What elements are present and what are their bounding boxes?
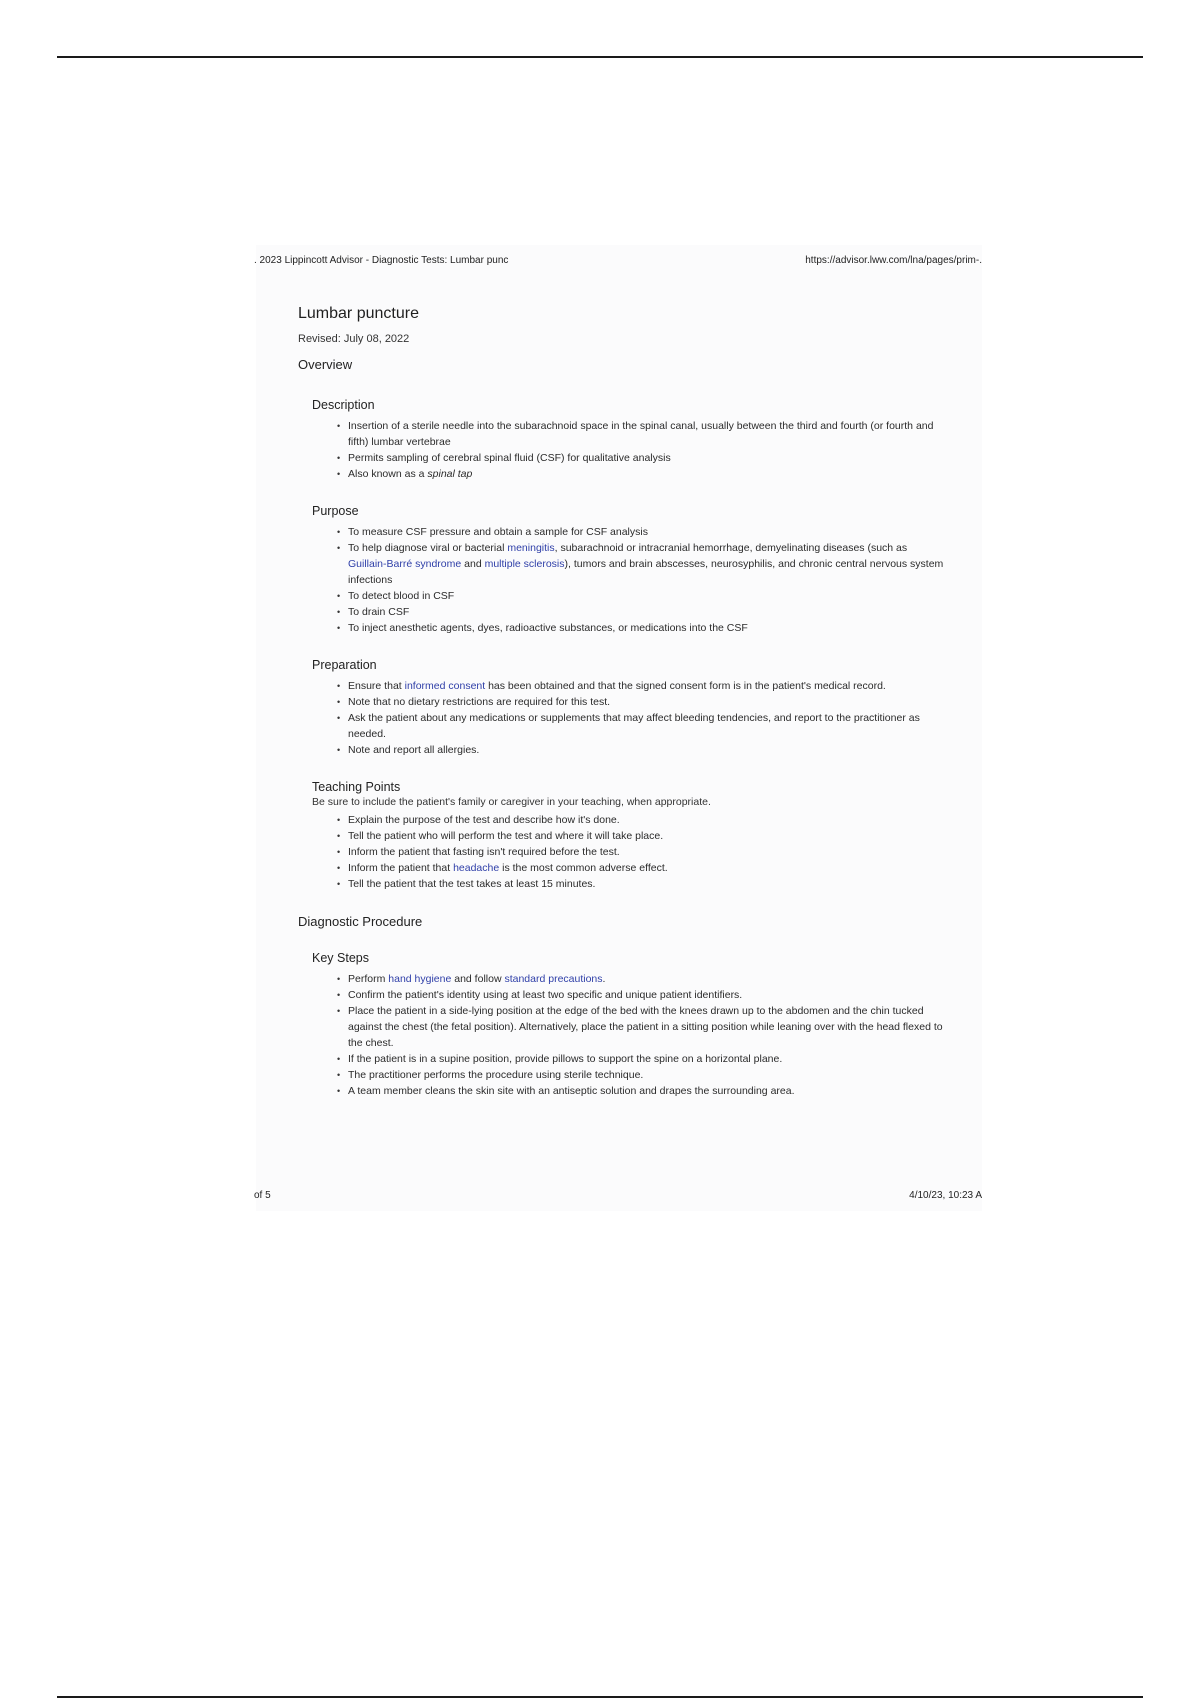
list-item	[348, 540, 948, 588]
list-item: • Place the patient in a side-lying position at the edge of the bed with the knees drawn up to the abdomen and the chin tucked against the chest (the fetal position). Alternatively, place the patient in a sitting position while leaning over with the head flexed to the chest.	[348, 1003, 948, 1051]
list-item-text: has been obtained and that the signed consent form is in the patient's medical record.	[485, 680, 886, 692]
key-steps-list	[348, 971, 948, 1099]
list-item	[348, 860, 948, 876]
document-body	[298, 305, 948, 1121]
list-item: • To detect blood in CSF	[348, 588, 948, 604]
purpose-heading: Purpose	[312, 504, 359, 518]
list-item: • Tell the patient who will perform the test and where it will take place.	[348, 828, 948, 844]
description-heading: Description	[312, 398, 375, 412]
meningitis-link[interactable]: meningitis	[507, 542, 555, 554]
key-steps-section	[298, 951, 948, 1099]
key-steps-heading: Key Steps	[312, 951, 369, 965]
print-timestamp: 4/10/23, 10:23 A	[909, 1190, 982, 1201]
diagnostic-procedure-heading: Diagnostic Procedure	[298, 914, 423, 929]
print-header-title: . 2023 Lippincott Advisor - Diagnostic Tests: Lumbar punc	[254, 255, 509, 266]
list-item: • To drain CSF	[348, 604, 948, 620]
list-item	[348, 971, 948, 987]
list-item-text: Also known as a	[348, 468, 428, 480]
list-item-text: Perform	[348, 973, 389, 985]
teaching-list	[348, 812, 948, 892]
list-item: • Confirm the patient's identity using at least two specific and unique patient identifiers.	[348, 987, 948, 1003]
list-item	[348, 678, 948, 694]
list-item-text: , subarachnoid or intracranial hemorrhage, demyelinating diseases (such as	[554, 542, 908, 554]
headache-link[interactable]: headache	[453, 862, 500, 874]
teaching-intro: Be sure to include the patient's family or caregiver in your teaching, when appropriate.	[312, 796, 711, 808]
standard-precautions-link[interactable]: standard precautions	[504, 973, 603, 985]
guillain-barre-link[interactable]: Guillain-Barré syndrome	[348, 558, 462, 570]
overview-heading: Overview	[298, 357, 353, 372]
list-item: • Ask the patient about any medications or supplements that may affect bleeding tendencies, and report to the practitioner as needed.	[348, 710, 948, 742]
description-list	[348, 418, 948, 482]
page-title: Lumbar puncture	[298, 305, 419, 322]
list-item: • To inject anesthetic agents, dyes, radioactive substances, or medications into the CSF	[348, 620, 948, 636]
list-item: • Permits sampling of cerebral spinal fluid (CSF) for qualitative analysis	[348, 450, 948, 466]
list-item-text: is the most common adverse effect.	[499, 862, 668, 874]
list-item: • A team member cleans the skin site with an antiseptic solution and drapes the surrounding area.	[348, 1083, 948, 1099]
list-item-text: Ensure that	[348, 680, 405, 692]
list-item-text: and	[461, 558, 485, 570]
bottom-rule	[57, 1696, 1143, 1698]
teaching-heading: Teaching Points	[312, 780, 401, 794]
print-header-url[interactable]: https://advisor.lww.com/lna/pages/prim-.	[805, 255, 982, 266]
revised-date: Revised: July 08, 2022	[298, 333, 410, 345]
list-item	[348, 466, 948, 482]
informed-consent-link[interactable]: informed consent	[404, 680, 486, 692]
list-item-text: and follow	[451, 973, 505, 985]
list-item: • The practitioner performs the procedure using sterile technique.	[348, 1067, 948, 1083]
list-item: • To measure CSF pressure and obtain a sample for CSF analysis	[348, 524, 948, 540]
preparation-heading: Preparation	[312, 658, 377, 672]
teaching-section	[298, 780, 948, 892]
page-count: of 5	[254, 1190, 271, 1201]
list-item-text: ), tumors and brain abscesses, neurosyphilis, and chronic central nervous system infections	[348, 558, 944, 586]
preparation-list	[348, 678, 948, 758]
hand-hygiene-link[interactable]: hand hygiene	[388, 973, 452, 985]
list-item-text: To help diagnose viral or bacterial	[348, 542, 508, 554]
printed-page	[256, 245, 982, 1211]
list-item: • Explain the purpose of the test and describe how it's done.	[348, 812, 948, 828]
list-item-text: .	[602, 973, 606, 985]
list-item-text: Inform the patient that	[348, 862, 454, 874]
list-item-emphasis: spinal tap	[427, 468, 473, 480]
preparation-section	[298, 658, 948, 758]
purpose-section	[298, 504, 948, 636]
list-item: • Note and report all allergies.	[348, 742, 948, 758]
top-rule	[57, 56, 1143, 58]
list-item: • If the patient is in a supine position, provide pillows to support the spine on a horizontal plane.	[348, 1051, 948, 1067]
list-item: • Note that no dietary restrictions are required for this test.	[348, 694, 948, 710]
description-section	[298, 398, 948, 482]
purpose-list	[348, 524, 948, 636]
list-item: • Insertion of a sterile needle into the subarachnoid space in the spinal canal, usually between the third and fourth (or fourth and fifth) lumbar vertebrae	[348, 418, 948, 450]
list-item: • Tell the patient that the test takes at least 15 minutes.	[348, 876, 948, 892]
list-item: • Inform the patient that fasting isn't required before the test.	[348, 844, 948, 860]
multiple-sclerosis-link[interactable]: multiple sclerosis	[484, 558, 565, 570]
